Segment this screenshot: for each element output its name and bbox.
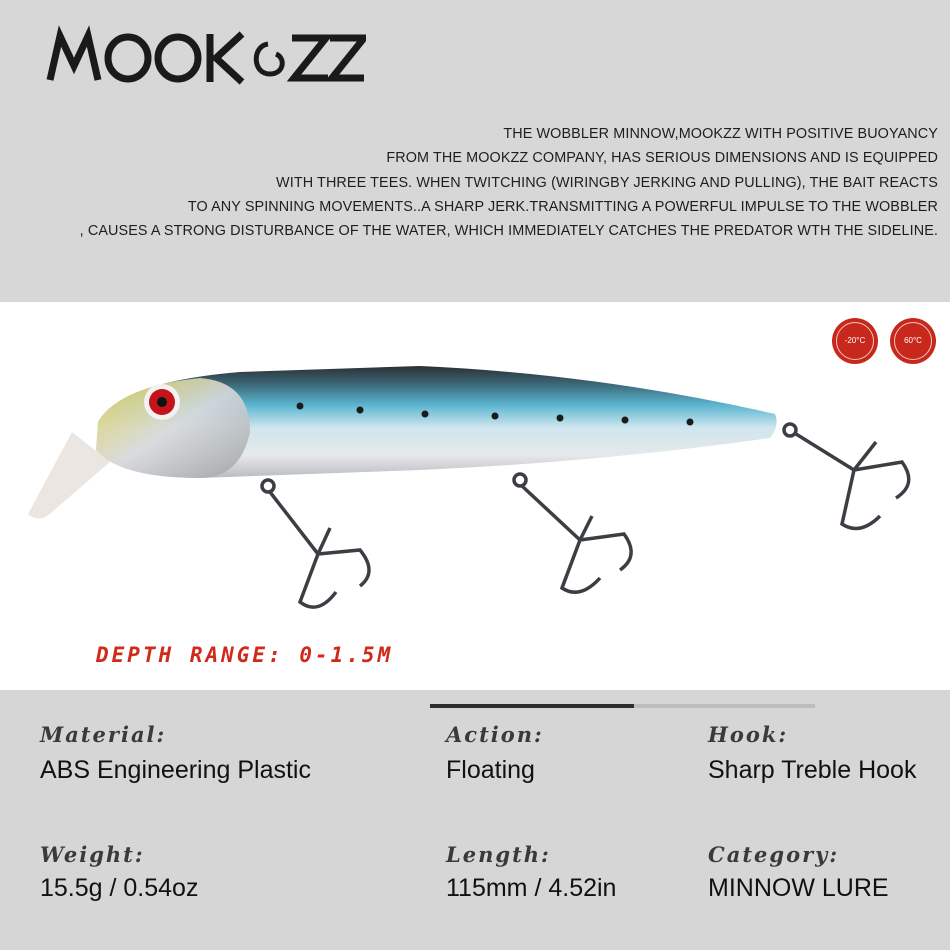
action-value: Floating xyxy=(446,756,535,784)
length-label: Length: xyxy=(446,842,551,867)
description-line: , CAUSES A STRONG DISTURBANCE OF THE WATER, WHICH IMMEDIATELY CATCHES THE PREDATOR WTH THE SIDELINE. xyxy=(79,223,938,240)
badge-label: -20°C xyxy=(836,322,874,360)
category-label: Category: xyxy=(708,842,840,867)
thermometer-hot-icon xyxy=(890,318,936,364)
hook-value: Sharp Treble Hook xyxy=(708,756,917,784)
hook-label: Hook: xyxy=(708,722,789,747)
gallery-progress-fill xyxy=(430,704,634,708)
badge-label: 60°C xyxy=(894,322,932,360)
thermometer-cold-icon xyxy=(832,318,878,364)
length-value: 115mm / 4.52in xyxy=(446,874,617,902)
product-description xyxy=(8,122,938,243)
material-value: ABS Engineering Plastic xyxy=(40,756,311,784)
action-label: Action: xyxy=(446,722,544,747)
fishing-lure-image xyxy=(0,302,950,690)
weight-label: Weight: xyxy=(40,842,145,867)
material-label: Material: xyxy=(40,722,167,747)
depth-range-label: DEPTH RANGE: 0-1.5M xyxy=(96,643,394,667)
category-value: MINNOW LURE xyxy=(708,874,889,902)
description-line: THE WOBBLER MINNOW,MOOKZZ WITH POSITIVE BUOYANCY xyxy=(503,126,938,142)
weight-value: 15.5g / 0.54oz xyxy=(40,874,199,902)
description-line: FROM THE MOOKZZ COMPANY, HAS SERIOUS DIMENSIONS AND IS EQUIPPED xyxy=(386,150,938,167)
description-line: WITH THREE TEES. WHEN TWITCHING (WIRINGBY JERKING AND PULLING), THE BAIT REACTS xyxy=(276,174,938,191)
gallery-progress-bar[interactable] xyxy=(430,704,815,708)
brand-logo xyxy=(46,24,366,88)
description-line: TO ANY SPINNING MOVEMENTS..A SHARP JERK.TRANSMITTING A POWERFUL IMPULSE TO THE WOBBLER xyxy=(187,198,938,215)
